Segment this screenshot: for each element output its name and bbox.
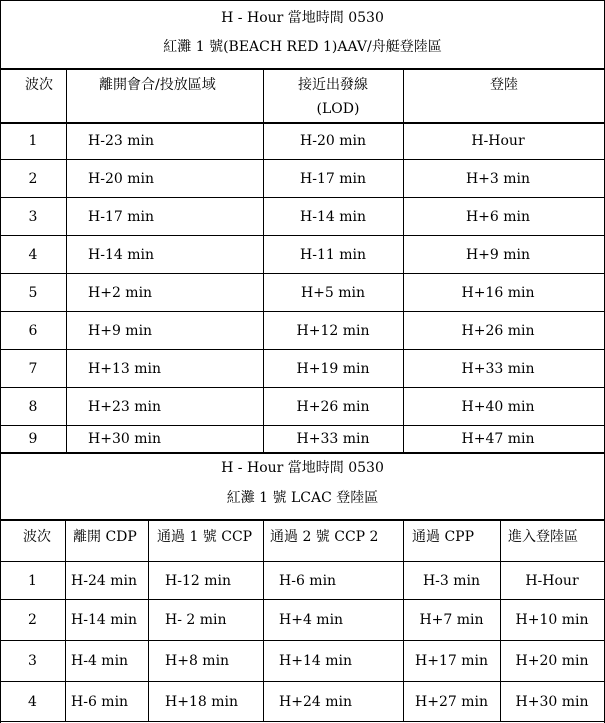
grid-t1-row-line: [0, 425, 605, 426]
grid-t1-row-line: [0, 387, 605, 388]
grid-t1-row-line: [0, 311, 605, 312]
table1-cell-wave: 3: [28, 208, 38, 225]
grid-t2-col-line: [263, 520, 264, 722]
table1-cell-lod: H-17 min: [300, 170, 366, 187]
table1-cell-lod: H-20 min: [300, 133, 366, 149]
grid-t2-header-bottom: [0, 561, 605, 562]
table2-cell-wave: 1: [28, 572, 37, 589]
table2-cell-ccp2: H+14 min: [279, 653, 352, 669]
table2-cell-ccp2: H+4 min: [279, 612, 344, 628]
table1-cell-depart: H+9 min: [88, 322, 153, 339]
table1-cell-landing: H-Hour: [471, 133, 525, 149]
table2-cell-cdp: H-4 min: [71, 653, 129, 669]
grid-t2-title-bottom: [0, 519, 605, 521]
table1-title-line2: 紅灘 1 號(BEACH RED 1)AAV/舟艇登陸區: [163, 39, 442, 55]
table1-cell-landing: H+26 min: [461, 322, 535, 339]
grid-t2-col-line: [65, 520, 66, 722]
table2-header-cdp: 離開 CDP: [73, 529, 137, 545]
table1-cell-wave: 2: [28, 170, 38, 187]
table2-header-ccp1: 通過 1 號 CCP: [157, 529, 253, 545]
table1-cell-wave: 4: [28, 246, 38, 263]
table2-cell-cdp: H-24 min: [71, 572, 137, 589]
table2-cell-enter: H+10 min: [515, 612, 589, 628]
table1-header-landing: 登陸: [490, 77, 518, 93]
table2-cell-cdp: H-14 min: [71, 612, 137, 628]
table1-cell-wave: 7: [28, 360, 38, 377]
table1-header-depart: 離開會合/投放區域: [99, 77, 216, 93]
table1-cell-landing: H+33 min: [461, 360, 535, 377]
table1-cell-landing: H+16 min: [461, 284, 535, 301]
table2-title-line1: H - Hour 當地時間 0530: [221, 460, 384, 476]
table2-cell-ccp1: H-12 min: [165, 572, 231, 589]
table2-title-line2: 紅灘 1 號 LCAC 登陸區: [226, 490, 379, 506]
table1-header-wave: 波次: [25, 77, 53, 93]
table1-cell-wave: 6: [28, 322, 38, 339]
table2-header-ccp2: 通過 2 號 CCP 2: [270, 529, 379, 545]
table1-cell-depart: H-20 min: [88, 170, 154, 187]
table2-cell-ccp1: H+8 min: [165, 653, 230, 669]
table2-cell-cdp: H-6 min: [71, 693, 129, 710]
table2-cell-wave: 3: [28, 653, 37, 669]
table1-cell-depart: H+13 min: [88, 360, 161, 377]
grid-t1-row-line: [0, 197, 605, 198]
table1-cell-depart: H-23 min: [88, 133, 154, 149]
table1-cell-landing: H+6 min: [465, 208, 531, 225]
table2-cell-cpp: H+17 min: [415, 653, 488, 669]
table2-cell-wave: 4: [28, 693, 37, 710]
grid-t2-col-line: [403, 520, 404, 722]
table2-cell-enter: H+20 min: [515, 653, 589, 669]
grid-t1-col-line: [66, 69, 67, 453]
table2-cell-ccp2: H+24 min: [279, 693, 352, 710]
table1-cell-depart: H+23 min: [88, 398, 161, 415]
grid-t1-row-line: [0, 159, 605, 160]
table1-header-lod-line2: (LOD): [316, 101, 360, 117]
table1-cell-landing: H+40 min: [461, 398, 535, 415]
grid-t2-col-line: [148, 520, 149, 722]
table1-cell-wave: 5: [28, 284, 38, 301]
table1-title-line1: H - Hour 當地時間 0530: [221, 10, 384, 26]
grid-left-border: [0, 0, 1, 723]
table1-cell-landing: H+47 min: [461, 431, 535, 447]
table2-header-wave: 波次: [23, 529, 51, 545]
table1-cell-lod: H+5 min: [300, 284, 366, 301]
table1-cell-depart: H+30 min: [88, 431, 161, 447]
table1-cell-lod: H+12 min: [296, 322, 370, 339]
table1-cell-wave: 1: [28, 133, 38, 149]
table1-header-lod-line1: 接近出發線: [298, 77, 368, 93]
table2-cell-cpp: H+27 min: [415, 693, 488, 710]
table1-cell-lod: H-11 min: [300, 246, 366, 263]
grid-t1-header-bottom: [0, 122, 605, 124]
table2-header-enter: 進入登陸區: [508, 529, 578, 545]
table2-cell-ccp1: H+18 min: [165, 693, 238, 710]
table1-cell-lod: H+33 min: [296, 431, 370, 447]
grid-t1-row-line: [0, 349, 605, 350]
table2-cell-wave: 2: [28, 612, 37, 628]
grid-t2-row-line: [0, 640, 605, 641]
table2-header-cpp: 通過 CPP: [412, 529, 475, 545]
table1-cell-depart: H-14 min: [88, 246, 154, 263]
table2-cell-ccp1: H- 2 min: [165, 612, 227, 628]
grid-t2-bottom: [0, 721, 605, 722]
table1-cell-lod: H+26 min: [296, 398, 370, 415]
table1-cell-landing: H+3 min: [465, 170, 531, 187]
grid-t1-row-line: [0, 235, 605, 236]
grid-t2-row-line: [0, 681, 605, 682]
table2-cell-cpp: H-3 min: [422, 572, 481, 589]
grid-t2-row-line: [0, 599, 605, 600]
table1-cell-wave: 9: [28, 431, 38, 447]
table1-cell-lod: H-14 min: [300, 208, 366, 225]
table2-cell-cpp: H+7 min: [419, 612, 484, 628]
grid-t1-row-line: [0, 273, 605, 274]
grid-t1-bottom: [0, 452, 605, 454]
table2-cell-enter: H-Hour: [525, 572, 579, 589]
table1-cell-wave: 8: [28, 398, 38, 415]
grid-t1-top: [0, 0, 605, 1]
grid-t1-title-bottom: [0, 68, 605, 70]
grid-t1-col-line: [263, 69, 264, 453]
table2-cell-ccp2: H-6 min: [279, 572, 337, 589]
grid-t2-col-line: [500, 520, 501, 722]
table1-cell-landing: H+9 min: [465, 246, 531, 263]
grid-t1-col-line: [403, 69, 404, 453]
table1-cell-depart: H+2 min: [88, 284, 153, 301]
table2-cell-enter: H+30 min: [515, 693, 589, 710]
table1-cell-depart: H-17 min: [88, 208, 154, 225]
table1-cell-lod: H+19 min: [296, 360, 370, 377]
